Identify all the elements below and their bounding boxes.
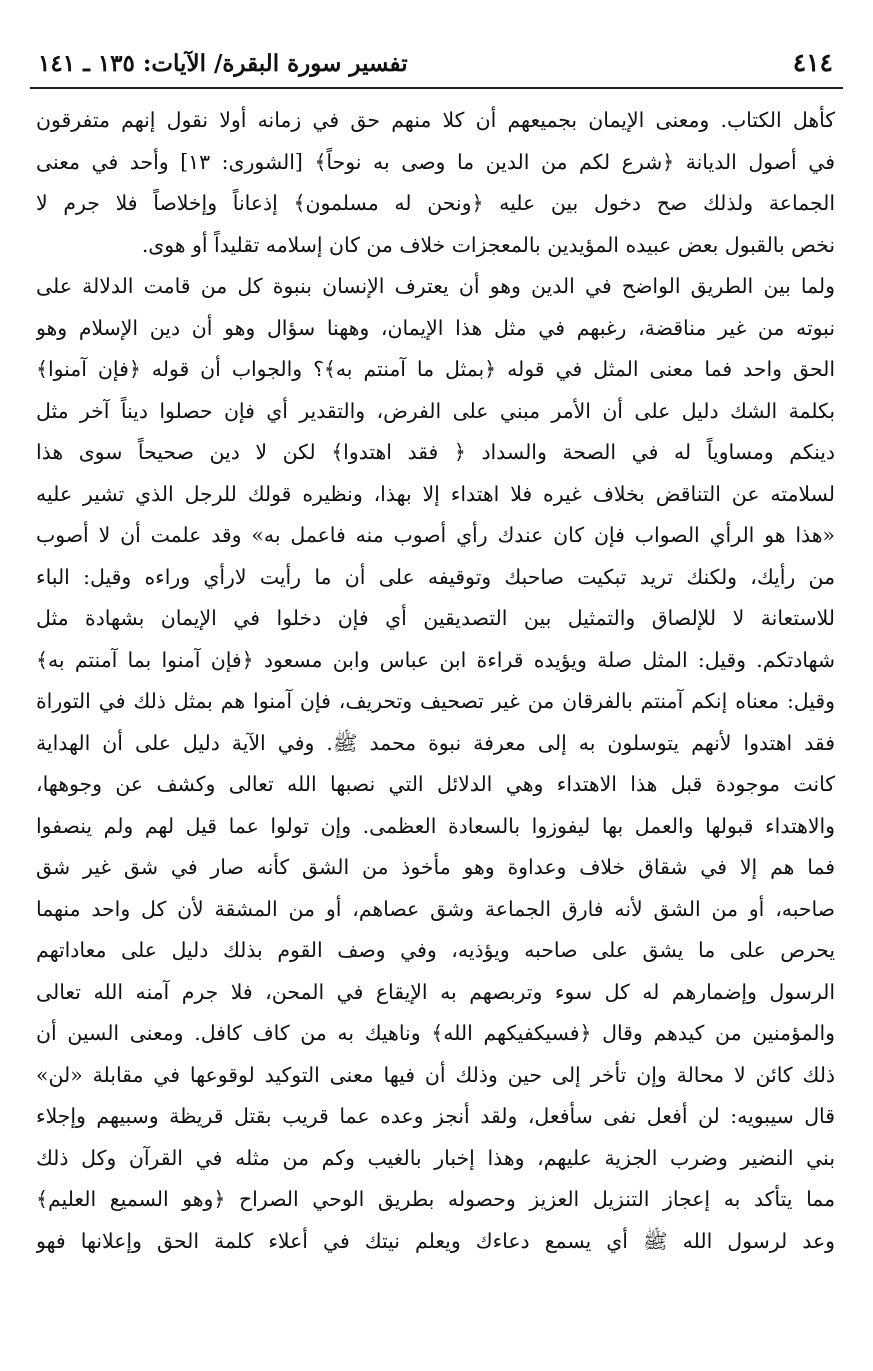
text-line: ذلك كائن لا محالة وإن تأخر إلى حين وذلك أن فيها معنى التوكيد لوقوعها في مقابلة «لن» (36, 1062, 835, 1087)
text-line: وقيل: معناه إنكم آمنتم بالفرقان من غير تصحيف وتحريف، فإن آمنوا هم بمثل ذلك في التوراة (36, 689, 835, 713)
text-line: الحق واحد فما معنى المثل في قوله ﴿بمثل ما آمنتم به﴾؟ والجواب أن قوله ﴿فإن آمنوا﴾ (36, 357, 835, 381)
page-header (32, 44, 841, 82)
text-line: دينكم ومساوياً له في الصحة والسداد ﴿ فقد اهتدوا﴾ لكن لا دين صحيحاً سوى هذا (36, 440, 835, 464)
text-line: بكلمة الشك دليل على أن الأمر مبني على الفرض، والتقدير أي فإن حصلوا ديناً آخر مثل (36, 398, 835, 423)
text-line: كأهل الكتاب. ومعنى الإيمان بجميعهم أن كلا منهم حق في زمانه أولا نقول إنهم متفرقون (36, 108, 835, 132)
text-line: صاحبه، أو من الشق لأنه فارق الجماعة وشق عصاهم، أو من المشقة لأن كل واحد منهما (36, 896, 835, 921)
text-line: شهادتكم. وقيل: المثل صلة ويؤيده قراءة ابن عباس وابن مسعود ﴿فإن آمنوا بما آمنتم به﴾ (36, 647, 835, 672)
text-line: يحرص على ما يشق على صاحبه ويؤذيه، وفي وصف القوم بذلك دليل على معاداتهم (36, 938, 835, 962)
text-line: نخص بالقبول بعض عبيده المؤيدين بالمعجزات خلاف من كان إسلامه تقليداً أو هوى. (141, 232, 835, 257)
text-line: فما هم إلا في شقاق خلاف وعداوة وهو مأخوذ من الشق كأنه صار في شق غير شق (36, 855, 835, 879)
text-line: بني النضير وضرب الجزية عليهم، وهذا إخبار بالغيب وكم من مثله في القرآن وكل ذلك (36, 1145, 835, 1170)
text-line: والاهتداء قبولها والعمل بها ليفوزوا بالسعادة العظمى. وإن تولوا عما قيل لهم ولم ينصفوا (36, 813, 835, 838)
text-line: والمؤمنين من كيدهم وقال ﴿فسيكفيكهم الله﴾ وناهيك به من كاف كافل. ومعنى السين أن (36, 1021, 835, 1045)
text-line: قال سيبويه: لن أفعل نفى سأفعل، ولقد أنجز وعده عما قريب بقتل قريظة وسبيهم وإجلاء (36, 1104, 835, 1128)
running-title: تفسير سورة البقرة/ الآيات: ١٣٥ ـ ١٤١ (38, 50, 408, 77)
text-line: فقد اهتدوا لأنهم يتوسلون به إلى معرفة نبوة محمد ﷺ. وفي الآية دليل على أن الهداية (36, 730, 835, 755)
text-line: في أصول الديانة ﴿شرع لكم من الدين ما وصى به نوحاً﴾ [الشورى: ١٣] وأحد في معنى (36, 149, 835, 174)
text-line: مما يتأكد به إعجاز التنزيل العزيز وحصوله بطريق الوحي الصراح ﴿وهو السميع العليم﴾ (36, 1187, 835, 1211)
text-line: من رأيك، ولكنك تريد تبكيت صاحبك وتوقيفه على أن ما رأيت لارأي وراءه وقيل: الباء (36, 564, 835, 589)
body-text (36, 100, 835, 1262)
text-line: نبوته من غير مناقضة، رغبهم في مثل هذا الإيمان، وههنا سؤال وهو أن دين الإسلام وهو (36, 315, 835, 340)
text-line: الرسول وإضمارهم له كل سوء وتربصهم به الإيقاع في المحن، فلا جرم آمنه الله تعالى (36, 979, 835, 1004)
page-number: ٤١٤ (792, 48, 833, 77)
text-line: الجماعة ولذلك صح دخول بين عليه ﴿ونحن له مسلمون﴾ إذعاناً وإخلاصاً فلا جرم لا (36, 191, 835, 215)
text-line: «هذا هو الرأي الصواب فإن كان عندك رأي أصوب منه فاعمل به» وقد علمت أن لا أصوب (36, 523, 835, 547)
text-line: لسلامته عن التناقض بخلاف غيره فلا اهتداء إلا بهذا، ونظيره قولك للرجل الذي تشير عليه (36, 481, 835, 506)
text-line: وعد لرسول الله ﷺ أي يسمع دعاءك ويعلم نيتك في أعلاء كلمة الحق وإعلانها فهو (36, 1228, 835, 1253)
header-rule (30, 87, 843, 89)
text-line: كانت موجودة قبل هذا الاهتداء وهي الدلائل التي نصبها الله تعالى وكشف عن وجوهها، (36, 772, 835, 796)
text-line: ولما بين الطريق الواضح في الدين وهو أن يعترف الإنسان بنبوة كل من قامت الدلالة على (36, 274, 835, 298)
text-line: للاستعانة لا للإلصاق والتمثيل بين التصديقين أي فإن دخلوا في الإيمان بشهادة مثل (36, 606, 835, 630)
